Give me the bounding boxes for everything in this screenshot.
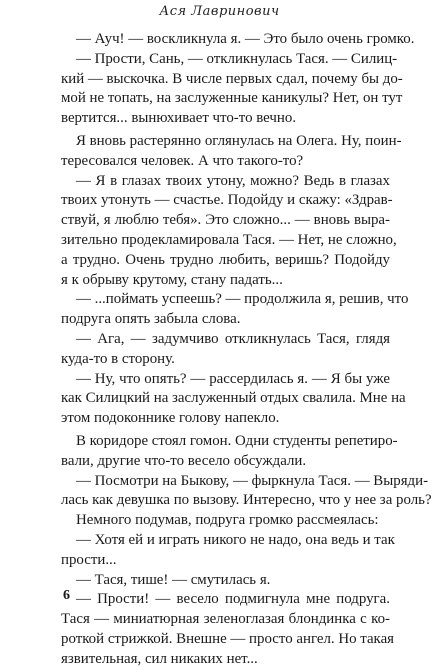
text-line: — Посмотри на Быкову, — фыркнула Тася. — Выряди- (76, 472, 429, 489)
text-line: — Я в глазах твоих утону, можно? Ведь в глазах (76, 172, 390, 189)
text-line: — Хотя ей и играть никого не надо, она ведь и так (76, 531, 395, 548)
text-line: а трудно. Очень трудно любить, веришь? Подойду (61, 251, 390, 268)
text-line: роткой стрижкой. Внешне — просто ангел. Но такая (61, 630, 395, 647)
text-line: язвительная, сил никаких нет... (61, 650, 258, 667)
text-line: куда-то в сторону. (61, 350, 175, 367)
text-line: твоих утонуть — счастье. Подойду и скажу: «Здрав- (61, 192, 393, 209)
text-line: — Прости, Сань, — откликнулась Тася. — Силиц- (76, 50, 398, 67)
text-line: — Ага, — задумчиво откликнулась Тася, глядя (76, 330, 390, 347)
text-line: тересовался человек. А что такого-то? (61, 152, 304, 169)
text-line: как Силицкий на заслуженный отдых свалила. Мне на (61, 390, 406, 407)
text-line: — Тася, тише! — смутилась я. (76, 571, 271, 588)
text-line: вали, другие что-то весело обсуждали. (61, 452, 307, 469)
running-head: Ася Лавринович (159, 4, 280, 19)
page-number: 6 (63, 588, 70, 603)
text-line: кий — выскочка. В числе первых сдал, почему бы до- (61, 70, 403, 87)
text-line: вертится... вынюхивает что-то вечно. (61, 110, 297, 127)
text-line: ствуй, я люблю тебя». Это сложно... — вновь выра- (61, 212, 390, 229)
text-line: Я вновь растерянно оглянулась на Олега. Ну, поин- (76, 132, 402, 149)
text-line: Немного подумав, подруга громко рассмеялась: (76, 512, 379, 529)
text-line: подруга опять забыла слова. (61, 311, 241, 328)
text-line: В коридоре стоял гомон. Одни студенты репетиро- (76, 432, 398, 449)
text-line: зительно продекламировала Тася. — Нет, не сложно, (61, 231, 397, 248)
body-text (61, 30, 432, 670)
text-line: я к обрыву крутому, стану падать... (61, 271, 283, 288)
text-line: — ...поймать успеешь? — продолжила я, решив, что (76, 291, 409, 308)
text-line: этом подоконнике голову напекло. (61, 410, 280, 427)
text-line: прости... (61, 551, 117, 568)
text-line: Тася — миниатюрная зеленоглазая блондинка с ко- (61, 611, 390, 628)
text-line: — Ауч! — воскликнула я. — Это было очень громко. (76, 31, 415, 47)
text-line: лась как девушка по вызову. Интересно, что у нее за роль? (61, 492, 432, 509)
text-line: — Прости! — весело подмигнула мне подруга. (76, 591, 390, 608)
text-line: — Ну, что опять? — рассердилась я. — Я бы уже (76, 370, 390, 387)
text-line: мой не топать, на заслуженные каникулы? Нет, он тут (61, 90, 403, 107)
